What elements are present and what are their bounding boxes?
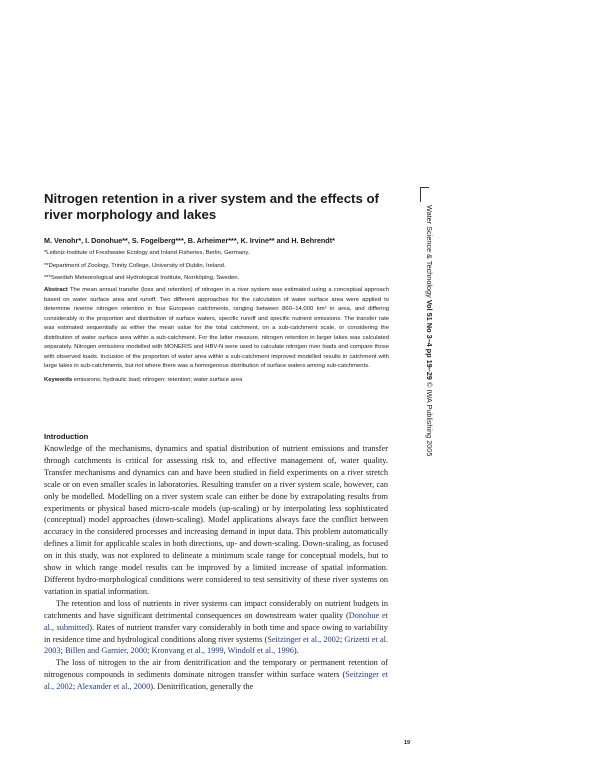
- affiliation-2: **Department of Zoology, Trinity College, University of Dublin, Ireland.: [44, 262, 226, 269]
- abstract-label: Abstract: [44, 287, 68, 293]
- separator: ;: [72, 682, 77, 692]
- separator: ;: [147, 646, 152, 656]
- citation-donohue[interactable]: Donohue et al., submitted: [44, 610, 388, 632]
- paragraph-2: [44, 598, 388, 658]
- author-list: M. Venohr*, I. Donohue**, S. Fogelberg***, B. Arheimer***, K. Irvine** and H. Behrendt*: [44, 236, 335, 245]
- text-run: ). Rates of nutrient transfer vary considerably in both time and space owing to variability in residence time and hydrological conditions along river systems (: [44, 622, 388, 644]
- text-run: ). Denitrification, generally the: [150, 682, 254, 692]
- abstract: [44, 286, 389, 372]
- keywords-label: Keywords: [44, 377, 73, 383]
- sidebar-text: [423, 205, 435, 456]
- page-number: 19: [404, 740, 410, 746]
- abstract-text: The mean annual transfer (loss and retention) of nitrogen in a river system was estimated using a conceptual approach based on water surface area and runoff. Two different approaches for the calculation of water surface area were applied to determine riverine nitrogen retention in four European catchments, ranging between 860–14,000 km² in area, and differing considerably in the proportion and distribution of surface waters, specific runoff and specific nutrient emissions. The transfer rate was estimated sequentially as either the mean value for the total catchment, on a sub-catchment scale, or considering the distribution of water surface area within a sub-catchment. For the latter measure, nitrogen retention in larger lakes was calculated separately. Nitrogen emissions modelled with MONERIS and HBV-N were used to calculate nitrogen river loads and compare those with observed loads. Inclusion of the proportion of water area within a sub-catchment improved modelled results in catchment with large lakes in sub-catchments, but not where there was a homogenous distribution of surface waters among sub-catchments.: [44, 287, 389, 370]
- paragraph-1: Knowledge of the mechanisms, dynamics and spatial distribution of nutrient emissions and transfer through catchments is critical for assessing risk to, and effective management of, water quality. Transfer mechanisms and dynamics can and have been studied in field experiments on a river stretch scale or on even smaller scales in laboratories. Resulting transfer on a river system scale, however, can only be modelled. Modelling on a river system scale can either be done by extrapolating results from experiments or physical based micro-scale models (up-scaling) or by interpolating less sophisticated (conceptual) model approaches (down-scaling). Model applications always face the conflict between accuracy in the considered processes and increasing demand in input data. This problem automatically defines a limit for applicable scales in both directions, up- and down-scaling. Down-scaling, as focused on in this study, was not explored to delineate a minimum scale range for conceptual models, but to show in which range model results can be improved by a limited increase of spatial information. Different hydro-morphological conditions were considered to test sensitivity of these river systems on variation in spatial information.: [44, 444, 388, 596]
- citation-alexander[interactable]: Alexander et al., 2000: [76, 682, 151, 692]
- keywords: [44, 376, 389, 385]
- journal-sidebar: [421, 205, 435, 625]
- sidebar-bracket-rule: [420, 187, 429, 202]
- text-run: The retention and loss of nutrients in river systems can impact considerably on nutrient budgets in catchments and have significant detrimental consequences on downstream water quality (: [44, 598, 388, 620]
- separator: ;: [339, 634, 345, 644]
- body-text: [44, 443, 388, 693]
- keywords-text: emissions; hydraulic load; nitrogen; retention; water surface area: [73, 377, 243, 383]
- affiliations: [44, 247, 404, 285]
- journal-name: Water Science & Technology: [425, 205, 434, 298]
- article-title: Nitrogen retention in a river system and the effects of river morphology and lakes: [44, 191, 379, 222]
- separator: ,: [223, 646, 228, 656]
- affiliation-3: ***Swedish Meteorological and Hydrological Institute, Norrköping, Sweden.: [44, 275, 240, 281]
- text-run: ).: [293, 646, 299, 656]
- citation-kronvang[interactable]: Kronvang et al., 1999: [151, 646, 224, 656]
- separator: ;: [60, 646, 65, 656]
- citation-grizetti[interactable]: Grizetti et al. 2003: [44, 634, 389, 656]
- section-heading-introduction: Introduction: [44, 432, 89, 441]
- citation-windolf[interactable]: Windolf et al., 1996: [227, 646, 294, 656]
- citation-billen[interactable]: Billen and Garnier, 2000: [64, 646, 148, 656]
- citation-seitzinger-2002-b[interactable]: Seitzinger et al., 2002: [44, 670, 389, 692]
- paragraph-3: [44, 657, 388, 693]
- affiliation-1: *Leibniz-Institute of Freshwater Ecology and Inland Fisheries, Berlin, Germany.: [44, 250, 250, 256]
- volume-info: Vol 51 No 3–4 pp 19–29: [425, 299, 434, 380]
- citation-seitzinger-2002[interactable]: Seitzinger et al., 2002: [267, 634, 340, 644]
- publisher-info: © IWA Publishing 2005: [425, 382, 434, 457]
- text-run: The loss of nitrogen to the air from denitrification and the temporary or permanent retention of nitrogenous compounds in sediments dominate nitrogen transfer within surface waters (: [44, 658, 388, 680]
